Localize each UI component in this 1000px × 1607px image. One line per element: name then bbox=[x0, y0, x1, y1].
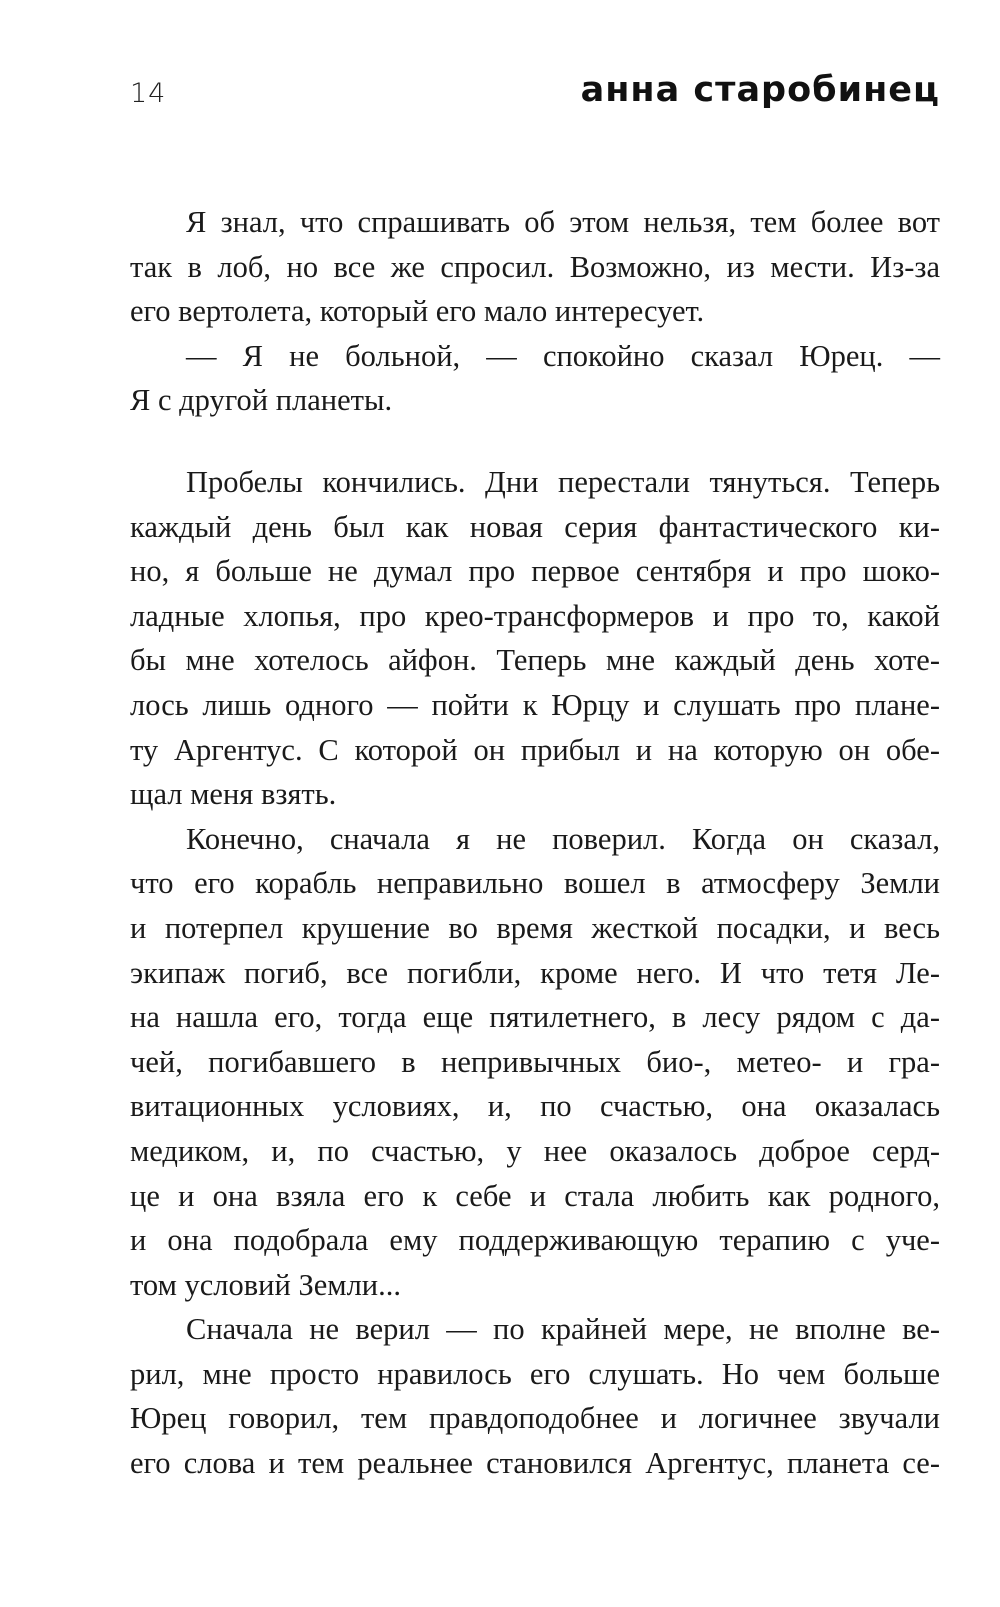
page-number: 14 bbox=[130, 78, 167, 109]
text-line: лось лишь одного — пойти к Юрцу и слушать про плане- bbox=[130, 687, 940, 722]
text-line: медиком, и, по счастью, у нее оказалось доброе серд- bbox=[130, 1133, 940, 1168]
text-line: Я с другой планеты. bbox=[130, 383, 393, 418]
paragraph bbox=[130, 817, 940, 1308]
text-line: ладные хлопья, про крео-трансформеров и про то, какой bbox=[130, 598, 940, 633]
paragraph bbox=[130, 200, 940, 334]
text-line: но, я больше не думал про первое сентября и про шоко- bbox=[130, 554, 940, 589]
text-line: Конечно, сначала я не поверил. Когда он сказал, bbox=[186, 821, 940, 856]
text-line: витационных условиях, и, по счастью, она оказалась bbox=[130, 1089, 940, 1124]
text-line: Пробелы кончились. Дни перестали тянуться. Теперь bbox=[186, 465, 940, 499]
text-line: Я знал, что спрашивать об этом нельзя, тем более вот bbox=[186, 205, 940, 239]
text-line: его слова и тем реальнее становился Аргентус, планета се- bbox=[130, 1446, 940, 1481]
text-line: Юрец говорил, тем правдоподобнее и логичнее звучали bbox=[130, 1401, 940, 1436]
text-line: рил, мне просто нравилось его слушать. Но чем больше bbox=[130, 1356, 940, 1391]
text-line: том условий Земли... bbox=[130, 1267, 401, 1302]
text-line: це и она взяла его к себе и стала любить как родного, bbox=[130, 1178, 940, 1213]
running-head bbox=[130, 70, 940, 120]
text-line: Сначала не верил — по крайней мере, не вполне ве- bbox=[186, 1312, 940, 1347]
text-line: на нашла его, тогда еще пятилетнего, в лесу рядом с да- bbox=[130, 1000, 940, 1035]
paragraph bbox=[130, 1307, 940, 1485]
text-block-1 bbox=[130, 200, 940, 423]
author-name: анна старобинец bbox=[580, 70, 940, 110]
text-line: щал меня взять. bbox=[130, 777, 337, 812]
text-line: ту Аргентус. С которой он прибыл и на которую он обе- bbox=[130, 732, 940, 767]
text-line: экипаж погиб, все погибли, кроме него. И что тетя Ле- bbox=[130, 955, 940, 990]
paragraph bbox=[130, 460, 940, 817]
text-line: так в лоб, но все же спросил. Возможно, из мести. Из-за bbox=[130, 249, 940, 284]
text-line: его вертолета, который его мало интересует. bbox=[130, 294, 705, 329]
text-line: что его корабль неправильно вошел в атмосферу Земли bbox=[130, 866, 940, 901]
text-line: и потерпел крушение во время жесткой посадки, и весь bbox=[130, 910, 940, 945]
text-line: и она подобрала ему поддерживающую терапию с уче- bbox=[130, 1223, 940, 1258]
text-line: бы мне хотелось айфон. Теперь мне каждый день хоте- bbox=[130, 643, 940, 678]
paragraph bbox=[130, 334, 940, 423]
text-line: чей, погибавшего в непривычных био-, метео- и гра- bbox=[130, 1044, 940, 1079]
text-block-2 bbox=[130, 460, 940, 1486]
text-line: каждый день был как новая серия фантастического ки- bbox=[130, 509, 940, 544]
text-line: — Я не больной, — спокойно сказал Юрец. — bbox=[186, 338, 940, 373]
